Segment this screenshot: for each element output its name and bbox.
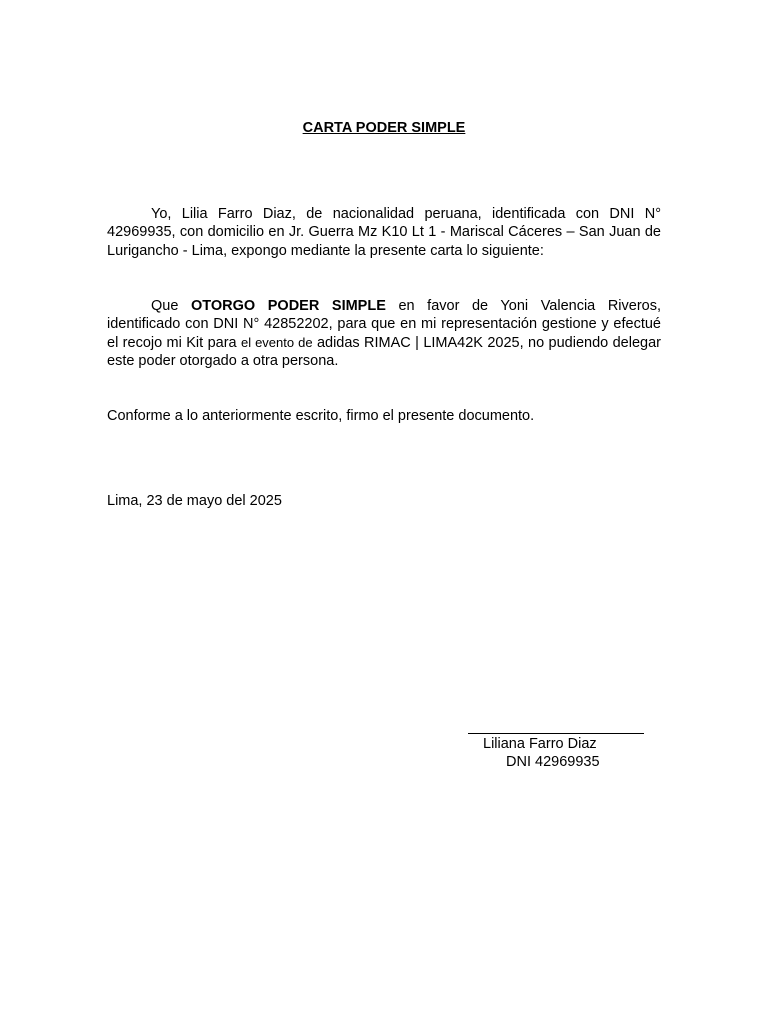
- paragraph-declaration: Yo, Lilia Farro Diaz, de nacionalidad peruana, identificada con DNI N° 42969935, con domicilio en Jr. Guerra Mz K10 Lt 1 - Mariscal Cáceres – San Juan de Lurigancho - Lima, expongo mediante la presente carta lo siguiente:: [107, 206, 661, 259]
- paragraph-grant-bold: OTORGO PODER SIMPLE: [191, 298, 386, 314]
- paragraph-grant-end: adidas RIMAC | LIMA42K 2025, no pudiendo delegar este poder otorgado a otra persona.: [107, 334, 661, 370]
- place-date: Lima, 23 de mayo del 2025: [107, 493, 282, 509]
- signature-line: [468, 733, 644, 734]
- paragraph-grant-lead: Que: [151, 298, 191, 314]
- signature-name: Liliana Farro Diaz: [483, 736, 597, 752]
- paragraph-grant-small: el evento de: [240, 334, 313, 350]
- paragraph-grant-middle: en favor de Yoni Valencia Riveros, identificado con DNI N° 42852202, para que en mi representación gestione y efectué el recojo mi Kit para: [107, 298, 662, 351]
- signature-dni: DNI 42969935: [506, 754, 600, 770]
- paragraph-closing: Conforme a lo anteriormente escrito, firmo el presente documento.: [107, 408, 535, 424]
- paragraph-grant: [107, 297, 661, 371]
- document-title: CARTA PODER SIMPLE: [302, 120, 466, 136]
